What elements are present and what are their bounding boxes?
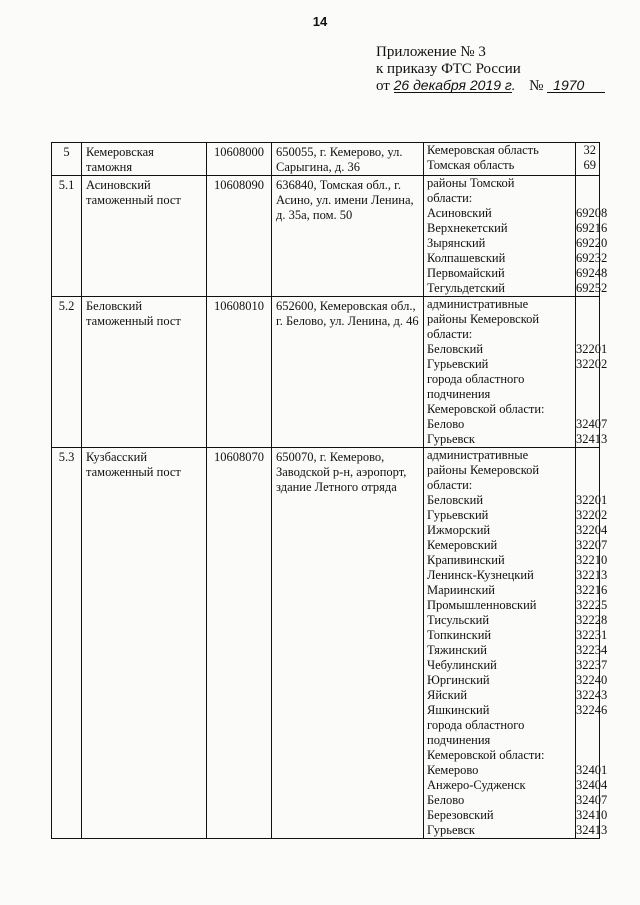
row-number: 5.3	[52, 448, 82, 839]
okato-code: 32410	[576, 808, 608, 822]
okato-code: 69208	[576, 206, 608, 220]
okato-code: 32204	[576, 523, 608, 537]
okato-code: 32201	[576, 342, 608, 356]
table-row	[52, 448, 600, 839]
office-address: 650055, г. Кемерово, ул. Сарыгина, д. 36	[272, 143, 424, 176]
region-item: Первомайский	[427, 266, 505, 280]
row-number: 5	[52, 143, 82, 176]
okato-code: 32413	[576, 432, 608, 446]
office-name: Асиновский таможенный пост	[82, 176, 207, 297]
region-item: районы Кемеровской	[427, 463, 540, 477]
okato-code	[576, 402, 599, 417]
okato-code	[576, 387, 599, 402]
okato-code	[576, 297, 599, 312]
okato-code: 32401	[576, 763, 608, 777]
office-code: 10608070	[207, 448, 272, 839]
row-number: 5.1	[52, 176, 82, 297]
okato-code: 32246	[576, 703, 608, 717]
appendix-title: Приложение № 3	[376, 44, 486, 60]
okato-code	[576, 748, 599, 763]
appendix-header	[376, 44, 605, 95]
okato-code: 32243	[576, 688, 608, 702]
okato-code: 32407	[576, 793, 608, 807]
region-item: Топкинский	[427, 628, 492, 642]
okato-code: 32216	[576, 583, 608, 597]
office-name: Кемеровская таможня	[82, 143, 207, 176]
region-item: Гурьевск	[427, 823, 475, 837]
region-item: Анжеро-Судженск	[427, 778, 526, 792]
okato-code: 69248	[576, 266, 608, 280]
appendix-from-label: от	[376, 78, 390, 94]
region-item: районы Кемеровской	[427, 312, 540, 326]
okato-code: 32404	[576, 778, 608, 792]
regions-cell	[424, 297, 576, 448]
region-item: районы Томской	[427, 176, 515, 190]
region-item: Гурьевский	[427, 357, 489, 371]
row-number: 5.2	[52, 297, 82, 448]
region-item: подчинения	[427, 733, 491, 747]
region-item: Березовский	[427, 808, 494, 822]
region-item: Зырянский	[427, 236, 486, 250]
region-item: Яйский	[427, 688, 468, 702]
region-item: Томская область	[427, 158, 515, 172]
regions-cell	[424, 176, 576, 297]
okato-code: 69252	[576, 281, 608, 295]
region-item: Гурьевский	[427, 508, 489, 522]
region-item: Беловский	[427, 493, 484, 507]
table-row	[52, 297, 600, 448]
region-item: Юргинский	[427, 673, 490, 687]
region-item: Ижморский	[427, 523, 491, 537]
customs-table	[51, 142, 608, 839]
region-item: области:	[427, 327, 473, 341]
office-code: 10608000	[207, 143, 272, 176]
region-item: Беловский	[427, 342, 484, 356]
appendix-number: 1970	[547, 78, 605, 93]
region-item: Ленинск-Кузнецкий	[427, 568, 534, 582]
region-item: Асиновский	[427, 206, 492, 220]
office-code: 10608090	[207, 176, 272, 297]
okato-code: 69220	[576, 236, 608, 250]
okato-code	[576, 463, 599, 478]
okato-code: 32202	[576, 357, 608, 371]
okato-code: 32210	[576, 553, 608, 567]
region-item: административные	[427, 448, 529, 462]
okato-code: 69	[583, 158, 596, 172]
region-item: Кемеровской области:	[427, 748, 545, 762]
okato-code	[576, 176, 599, 191]
region-item: города областного	[427, 372, 525, 386]
region-item: Мариинский	[427, 583, 495, 597]
okato-codes-cell	[576, 176, 608, 297]
table-row	[52, 143, 600, 176]
okato-code	[576, 718, 599, 733]
office-code: 10608010	[207, 297, 272, 448]
region-item: Тегульдетский	[427, 281, 505, 295]
okato-codes-cell	[576, 297, 608, 448]
office-name: Беловский таможенный пост	[82, 297, 207, 448]
appendix-number-sign: №	[529, 78, 544, 94]
region-item: Тяжинский	[427, 643, 487, 657]
okato-code: 32231	[576, 628, 608, 642]
okato-code: 32201	[576, 493, 608, 507]
okato-code: 32237	[576, 658, 608, 672]
region-item: Кемеровский	[427, 538, 498, 552]
office-address: 650070, г. Кемерово, Заводской р-н, аэропорт, здание Летного отряда	[272, 448, 424, 839]
appendix-order-ref: к приказу ФТС России	[376, 61, 521, 77]
page-number: 14	[312, 14, 328, 29]
region-item: области:	[427, 478, 473, 492]
okato-code	[576, 372, 599, 387]
region-item: Тисульский	[427, 613, 490, 627]
okato-code: 32240	[576, 673, 608, 687]
office-address: 652600, Кемеровская обл., г. Белово, ул. Ленина, д. 46	[272, 297, 424, 448]
okato-code	[576, 191, 599, 206]
okato-code: 32234	[576, 643, 608, 657]
okato-code: 32213	[576, 568, 608, 582]
okato-code: 32207	[576, 538, 608, 552]
region-item: Кемерово	[427, 763, 479, 777]
office-name: Кузбасский таможенный пост	[82, 448, 207, 839]
okato-code: 32225	[576, 598, 608, 612]
region-item: Верхнекетский	[427, 221, 508, 235]
okato-code	[576, 312, 599, 327]
okato-codes-cell	[576, 448, 608, 839]
region-item: Белово	[427, 417, 465, 431]
okato-code: 69216	[576, 221, 608, 235]
regions-cell	[424, 448, 576, 839]
region-item: Яшкинский	[427, 703, 490, 717]
okato-code: 32413	[576, 823, 608, 837]
okato-code	[576, 327, 599, 342]
region-item: города областного	[427, 718, 525, 732]
region-item: области:	[427, 191, 473, 205]
okato-code: 32202	[576, 508, 608, 522]
okato-code: 32228	[576, 613, 608, 627]
region-item: Крапивинский	[427, 553, 505, 567]
okato-code	[576, 448, 599, 463]
region-item: Белово	[427, 793, 465, 807]
appendix-date-line	[376, 78, 605, 95]
okato-code: 32407	[576, 417, 608, 431]
office-address: 636840, Томская обл., г. Асино, ул. имени Ленина, д. 35а, пом. 50	[272, 176, 424, 297]
okato-code: 69232	[576, 251, 608, 265]
table-row	[52, 176, 600, 297]
okato-code: 32	[583, 143, 596, 157]
okato-code	[576, 478, 599, 493]
region-item: административные	[427, 297, 529, 311]
regions-cell	[424, 143, 576, 176]
okato-codes-cell	[576, 143, 600, 176]
region-item: Чебулинский	[427, 658, 497, 672]
region-item: подчинения	[427, 387, 491, 401]
region-item: Гурьевск	[427, 432, 475, 446]
appendix-date: 26 декабря 2019 г.	[393, 77, 516, 93]
region-item: Кемеровская область	[427, 143, 539, 157]
region-item: Промышленновский	[427, 598, 537, 612]
region-item: Кемеровской области:	[427, 402, 545, 416]
okato-code	[576, 733, 599, 748]
region-item: Колпашевский	[427, 251, 506, 265]
